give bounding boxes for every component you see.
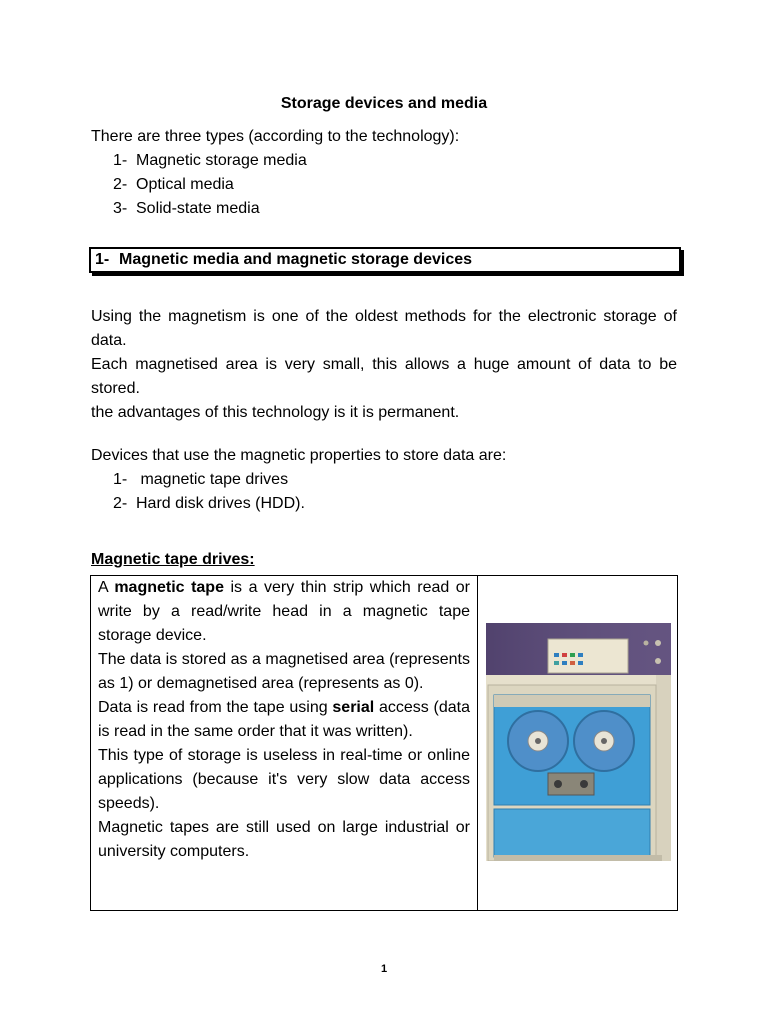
tape-paragraph: Magnetic tapes are still used on large industrial or university computers. [98, 819, 470, 860]
section-number: 1- [95, 251, 110, 268]
list-number: 1- [113, 471, 128, 488]
list-text: Optical media [136, 176, 234, 193]
list-number: 3- [113, 200, 128, 217]
list-text: Magnetic storage media [136, 152, 307, 169]
tape-paragraph: This type of storage is useless in real-time or online applications (because it's very slow data access speeds). [98, 747, 470, 812]
text-run: is a very thin strip which read or write by a read/write head in a magnetic tape storage device. [98, 579, 471, 644]
page-number: 1 [380, 963, 388, 975]
tape-subheading: Magnetic tape drives: [91, 551, 255, 568]
list-item [91, 197, 677, 221]
list-item [91, 492, 677, 516]
tape-text-cell [91, 576, 478, 910]
list-item [91, 149, 677, 173]
devices-block [91, 444, 677, 516]
text-run: A [98, 579, 115, 596]
paragraph-line: Each magnetised area is very small, this allows a huge amount of data to be stored. [91, 356, 677, 397]
bold-term: serial [332, 699, 375, 716]
list-item [91, 173, 677, 197]
bold-term: magnetic tape [114, 579, 224, 596]
tape-paragraph [98, 576, 470, 648]
list-text: Solid-state media [136, 200, 260, 217]
page-title: Storage devices and media [280, 95, 488, 112]
section-heading-box [89, 247, 681, 273]
paragraph-line: Using the magnetism is one of the oldest methods for the electronic storage of data. [91, 308, 677, 349]
intro-block [91, 125, 677, 221]
section-heading: Magnetic media and magnetic storage devices [119, 251, 473, 268]
list-text: Hard disk drives (HDD). [136, 495, 305, 512]
list-text: magnetic tape drives [136, 471, 289, 488]
devices-lead: Devices that use the magnetic properties to store data are: [91, 447, 507, 464]
tape-paragraph [98, 696, 470, 744]
tape-paragraph: The data is stored as a magnetised area (represents as 1) or demagnetised area (represents as 0). [98, 651, 470, 692]
magnetism-paragraph [91, 305, 677, 425]
list-item [91, 468, 677, 492]
list-number: 2- [113, 495, 128, 512]
list-number: 1- [113, 152, 128, 169]
tape-table [90, 575, 678, 911]
tape-drive-photo [486, 623, 671, 861]
paragraph-line: the advantages of this technology is it is permanent. [91, 404, 460, 421]
text-run: Data is read from the tape using [98, 699, 333, 716]
tape-image-cell [478, 576, 677, 910]
text-run: access (data is read in the same order that it was written). [98, 699, 471, 740]
intro-lead: There are three types (according to the technology): [91, 128, 460, 145]
list-number: 2- [113, 176, 128, 193]
